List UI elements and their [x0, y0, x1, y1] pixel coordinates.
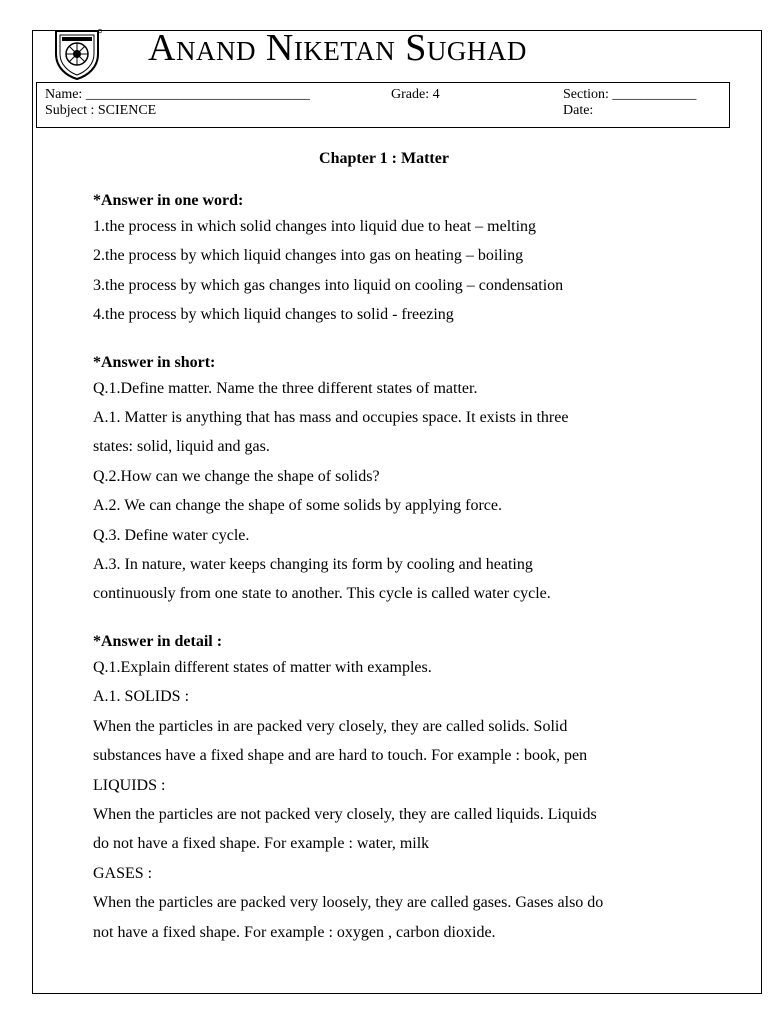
answer-line: substances have a fixed shape and are hard to touch. For example : book, pen: [93, 747, 588, 765]
section-field-label: Section: ____________: [563, 87, 697, 102]
answer-line: 3.the process by which gas changes into liquid on cooling – condensation: [93, 276, 564, 294]
answer-line: A.3. In nature, water keeps changing its form by cooling and heating: [93, 556, 533, 574]
answer-line: When the particles in are packed very closely, they are called solids. Solid: [93, 717, 568, 735]
name-field-label: Name: ________________________________: [45, 87, 310, 102]
answer-line: Q.3. Define water cycle.: [93, 526, 250, 544]
answer-line: Q.2.How can we change the shape of solids?: [93, 467, 380, 485]
subject-field-label: Subject : SCIENCE: [45, 103, 157, 118]
answer-line: GASES :: [93, 864, 153, 882]
answer-line: 4.the process by which liquid changes to solid - freezing: [93, 306, 454, 324]
answer-line: A.1. Matter is anything that has mass and occupies space. It exists in three: [93, 409, 569, 427]
school-name: Anand Niketan Sughad: [148, 27, 527, 69]
date-field-label: Date:: [563, 103, 594, 118]
answer-line: 1.the process in which solid changes into liquid due to heat – melting: [93, 218, 537, 235]
answer-line: not have a fixed shape. For example : oxygen , carbon dioxide.: [93, 923, 496, 941]
student-info-box: [36, 82, 730, 128]
answer-line: states: solid, liquid and gas.: [93, 438, 270, 456]
chapter-title: Chapter 1 : Matter: [319, 150, 449, 167]
answer-line: A.1. SOLIDS :: [93, 688, 190, 706]
answer-line: Q.1.Explain different states of matter with examples.: [93, 658, 432, 676]
school-logo-icon: [52, 28, 102, 80]
answer-line: LIQUIDS :: [93, 776, 166, 794]
worksheet-content: [93, 190, 693, 947]
section-heading: *Answer in detail :: [93, 632, 223, 650]
answer-line: When the particles are packed very loosely, they are called gases. Gases also do: [93, 894, 604, 912]
section-one-word: [93, 190, 693, 330]
answer-line: Q.1.Define matter. Name the three different states of matter.: [93, 379, 478, 397]
section-heading: *Answer in short:: [93, 353, 216, 371]
section-detail: [93, 631, 693, 947]
answer-line: do not have a fixed shape. For example : water, milk: [93, 835, 430, 853]
section-heading: *Answer in one word:: [93, 192, 244, 209]
section-gap: [93, 330, 693, 352]
answer-line: continuously from one state to another. This cycle is called water cycle.: [93, 585, 551, 603]
section-gap: [93, 609, 693, 631]
answer-line: When the particles are not packed very closely, they are called liquids. Liquids: [93, 805, 597, 823]
answer-line: 2.the process by which liquid changes into gas on heating – boiling: [93, 247, 524, 265]
answer-line: A.2. We can change the shape of some solids by applying force.: [93, 497, 502, 515]
section-short: [93, 352, 693, 609]
grade-field-label: Grade: 4: [391, 87, 440, 102]
